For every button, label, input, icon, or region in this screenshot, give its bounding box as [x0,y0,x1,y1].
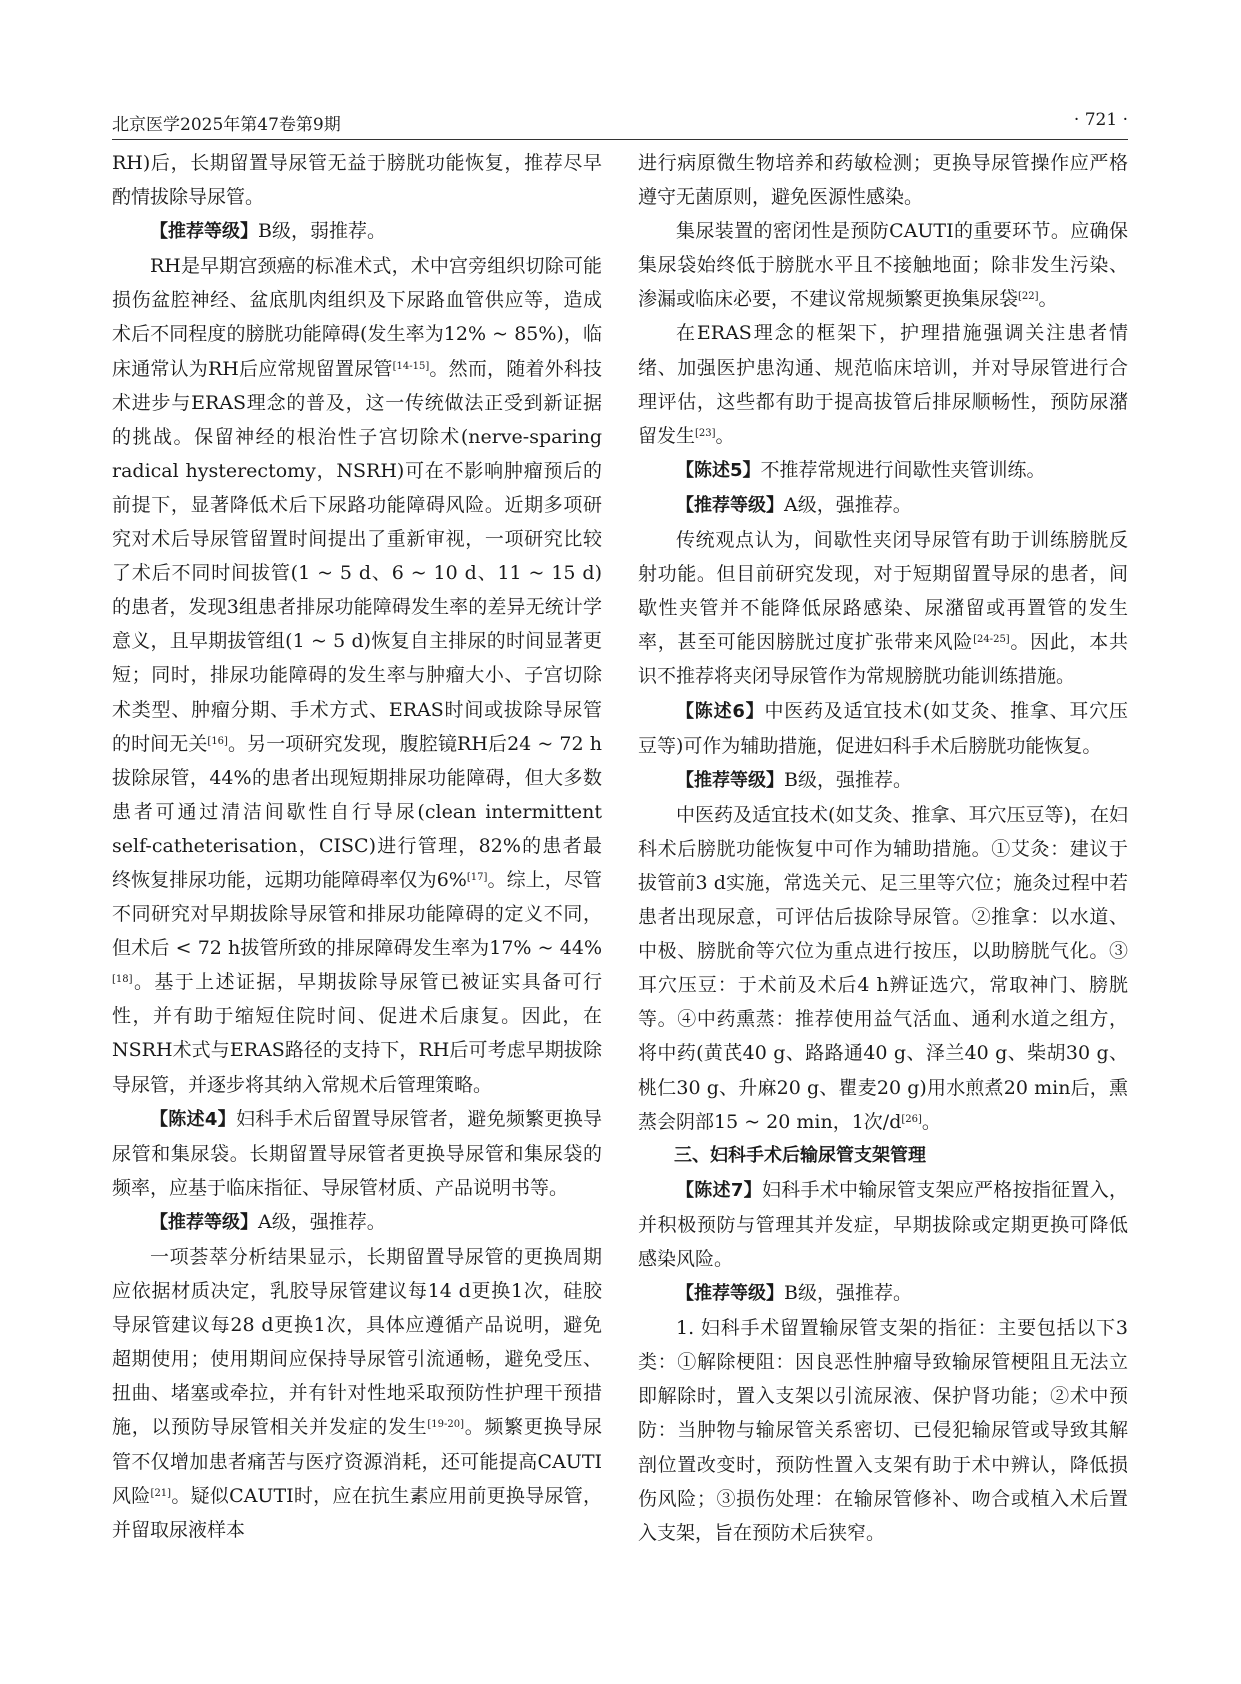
citation-ref: [22] [1018,291,1039,303]
citation-ref: [26] [901,1113,922,1125]
citation-ref: [21] [150,1487,172,1499]
citation-ref: [23] [695,427,716,439]
left-column [112,146,602,1626]
page-number: · 721 · [1073,110,1128,130]
paragraph: 进行病原微生物培养和药敏检测；更换导尿管操作应严格遵守无菌原则，避免医源性感染。 [638,152,1128,209]
recommendation-grade: 【推荐等级】B级，强推荐。 [676,768,912,791]
paragraph: 传统观点认为，间歇性夹闭导尿管有助于训练膀胱反射功能。但目前研究发现，对于短期留置导尿的患者，间歇性夹管并不能降低尿路感染、尿潴留或再置管的发生率，甚至可能因膀胱过度扩张带来风险[24-25]。因此，本共识不推荐将夹闭导尿管作为常规膀胱功能训练措施。 [638,529,1128,688]
citation-ref: [18] [112,974,133,986]
paragraph: RH是早期宫颈癌的标准术式，术中宫旁组织切除可能损伤盆腔神经、盆底肌肉组织及下尿路血管供应等，造成术后不同程度的膀胱功能障碍(发生率为12% ~ 85%)，临床通常认为RH后应常规留置尿管[14-15]。然而，随着外科技术进步与ERAS理念的普及，这一传统做法正受到新证据的挑战。保留神经的根治性子宫切除术(nerve-sparing radical hysterectomy，NSRH)可在不影响肿瘤预后的前提下，显著降低术后下尿路功能障碍风险。近期多项研究对术后导尿管留置时间提出了重新审视，一项研究比较了术后不同时间拔管(1 ~ 5 d、6 ~ 10 d、11 ~ 15 d)的患者，发现3组患者排尿功能障碍发生率的差异无统计学意义，且早期拔管组(1 ~ 5 d)恢复自主排尿的时间显著更短；同时，排尿功能障碍的发生率与肿瘤大小、子宫切除术类型、肿瘤分期、手术方式、ERAS时间或拔除导尿管的时间无关[16]。另一项研究发现，腹腔镜RH后24 ~ 72 h拔除尿管，44%的患者出现短期排尿功能障碍，但大多数患者可通过清洁间歇性自行导尿(clean intermittent self-catheterisation，CISC)进行管理，82%的患者最终恢复排尿功能，远期功能障碍率仅为6%[17]。综上，尽管不同研究对早期拔除导尿管和排尿功能障碍的定义不同，但术后 < 72 h拔管所致的排尿障碍发生率为17% ~ 44%[18]。基于上述证据，早期拔除导尿管已被证实具备可行性，并有助于缩短住院时间、促进术后康复。因此，在NSRH术式与ERAS路径的支持下，RH后可考虑早期拔除导尿管，并逐步将其纳入常规术后管理策略。 [112,255,602,1096]
header-rule [112,139,1128,140]
citation-ref: [24-25] [973,634,1010,646]
statement-4: 【陈述4】妇科手术后留置导尿管者，避免频繁更换导尿管和集尿袋。长期留置导尿管者更换导尿管和集尿袋的频率，应基于临床指征、导尿管材质、产品说明书等。 [112,1107,602,1199]
recommendation-grade: 【推荐等级】B级，弱推荐。 [150,220,386,243]
paragraph: 一项荟萃分析结果显示，长期留置导尿管的更换周期应依据材质决定，乳胶导尿管建议每14 d更换1次，硅胶导尿管建议每28 d更换1次，具体应遵循产品说明，避免超期使用；使用期间应保持导尿管引流通畅，避免受压、扭曲、堵塞或牵拉，并有针对性地采取预防性护理干预措施，以预防导尿管相关并发症的发生[19-20]。频繁更换导尿管不仅增加患者痛苦与医疗资源消耗，还可能提高CAUTI风险[21]。疑似CAUTI时，应在抗生素应用前更换导尿管，并留取尿液样本 [112,1246,602,1541]
paragraph: 集尿装置的密闭性是预防CAUTI的重要环节。应确保集尿袋始终低于膀胱水平且不接触地面；除非发生污染、渗漏或临床必要，不建议常规频繁更换集尿袋[22]。 [638,220,1128,311]
running-header [112,110,1128,138]
right-column [638,146,1128,1626]
statement-6: 【陈述6】中医药及适宜技术(如艾灸、推拿、耳穴压豆等)可作为辅助措施，促进妇科手术后膀胱功能恢复。 [638,699,1128,757]
journal-citation: 北京医学2025年第47卷第9期 [112,115,341,135]
recommendation-grade: 【推荐等级】A级，强推荐。 [676,493,912,516]
statement-7: 【陈述7】妇科手术中输尿管支架应严格按指征置入，并积极预防与管理其并发症，早期拔除或定期更换可降低感染风险。 [638,1178,1128,1270]
paragraph: RH)后，长期留置导尿管无益于膀胱功能恢复，推荐尽早酌情拔除导尿管。 [112,152,602,209]
section-heading: 三、妇科手术后输尿管支架管理 [674,1144,926,1166]
citation-ref: [16] [207,735,228,747]
paragraph: 中医药及适宜技术(如艾灸、推拿、耳穴压豆等)，在妇科术后膀胱功能恢复中可作为辅助措施。①艾灸：建议于拔管前3 d实施，常选关元、足三里等穴位；施灸过程中若患者出现尿意，可评估后拔除导尿管。②推拿：以水道、中极、膀胱俞等穴位为重点进行按压，以助膀胱气化。③耳穴压豆：于术前及术后4 h辨证选穴，常取神门、膀胱等。④中药熏蒸：推荐使用益气活血、通利水道之组方，将中药(黄芪40 g、路路通40 g、泽兰40 g、柴胡30 g、桃仁30 g、升麻20 g、瞿麦20 g)用水煎煮20 min后，熏蒸会阴部15 ~ 20 min，1次/d[26]。 [638,803,1128,1133]
recommendation-grade: 【推荐等级】B级，强推荐。 [676,1282,912,1305]
statement-5: 【陈述5】不推荐常规进行间歇性夹管训练。 [676,458,1046,481]
citation-ref: [14-15] [392,360,430,372]
citation-ref: [19-20] [427,1419,465,1431]
citation-ref: [17] [466,871,488,883]
paragraph: 1. 妇科手术留置输尿管支架的指征：主要包括以下3类：①解除梗阻：因良恶性肿瘤导致输尿管梗阻且无法立即解除时，置入支架以引流尿液、保护肾功能；②术中预防：当肿物与输尿管关系密切、已侵犯输尿管或导致其解剖位置改变时，预防性置入支架有助于术中辨认，降低损伤风险；③损伤处理：在输尿管修补、吻合或植入术后置入支架，旨在预防术后狭窄。 [638,1317,1128,1544]
recommendation-grade: 【推荐等级】A级，强推荐。 [150,1210,386,1233]
paragraph: 在ERAS理念的框架下，护理措施强调关注患者情绪、加强医护患沟通、规范临床培训，并对导尿管进行合理评估，这些都有助于提高拔管后排尿顺畅性，预防尿潴留发生[23]。 [638,322,1128,447]
